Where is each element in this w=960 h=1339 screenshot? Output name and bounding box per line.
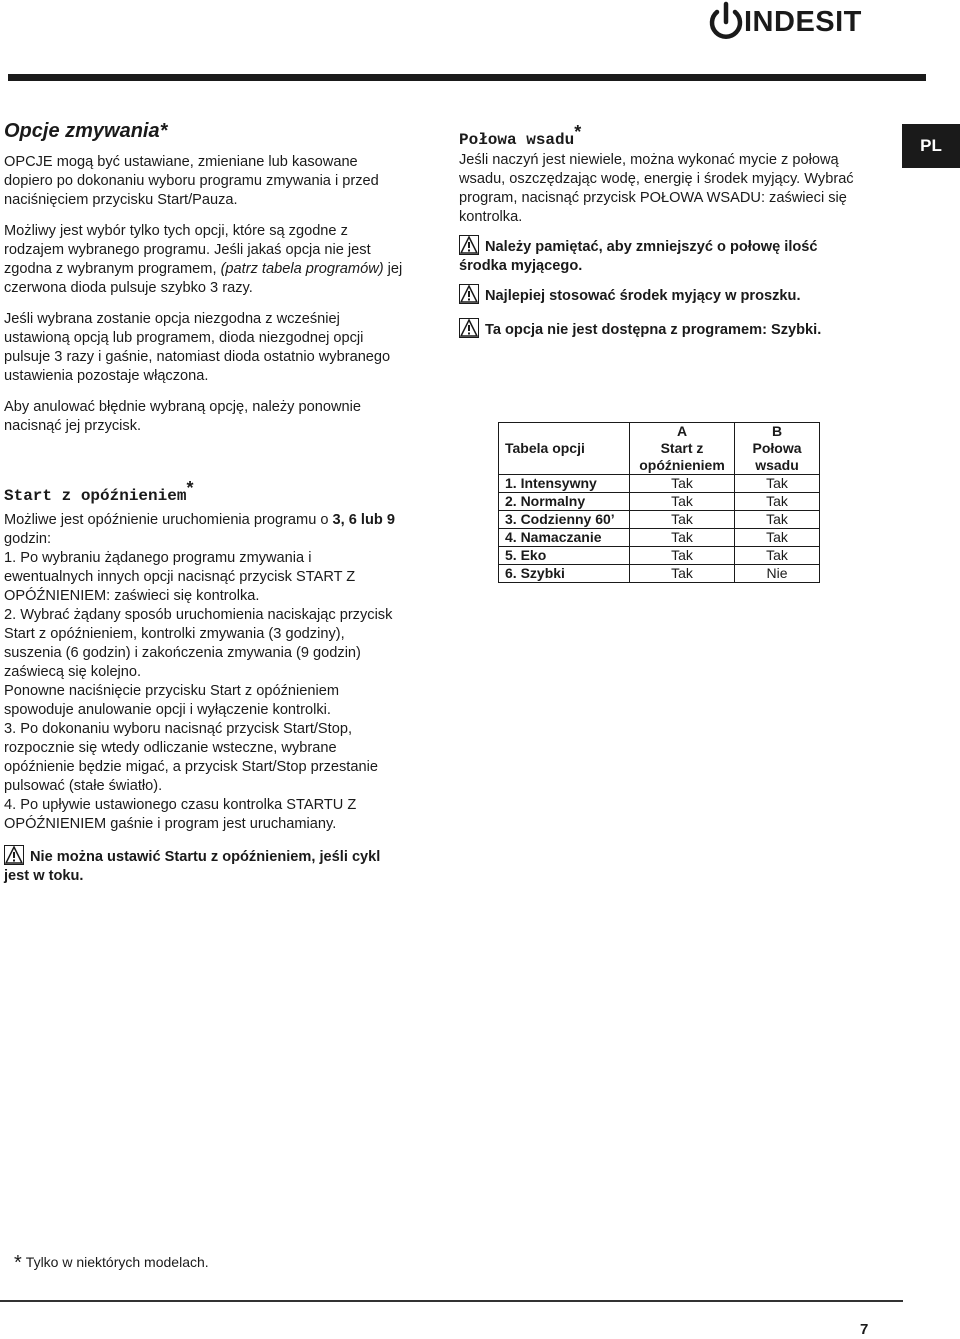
- warning-icon: [459, 284, 479, 304]
- logo-text: INDESIT: [744, 6, 862, 38]
- page-number: 7: [860, 1321, 869, 1338]
- delay-intro: [4, 511, 404, 549]
- warning-3-text: Ta opcja nie jest dostępna z programem: Szybki.: [485, 322, 822, 338]
- options-cancel: Aby anulować błędnie wybraną opcję, należy ponownie nacisnąć jej przycisk.: [4, 399, 361, 434]
- delay-title: [4, 478, 404, 505]
- options-intro: OPCJE mogą być ustawiane, zmieniane lub kasowane dopiero po dokonaniu wyboru programu zmywania i przed naciśnięciem przycisku Start/Pauza.: [4, 154, 379, 208]
- delay-warning: [4, 845, 404, 886]
- col-b-letter: B: [735, 423, 820, 441]
- row-b: Tak: [735, 493, 820, 511]
- delay-step-2: 2. Wybrać żądany sposób uruchomienia naciskając przycisk Start z opóźnieniem, kontrolki zmywania (3 godziny), suszenia (6 godzin) i zakończenia zmywania (9 godzin) zaświecą się kolejno.: [4, 607, 393, 680]
- options-conflict: Jeśli wybrana zostanie opcja niezgodna z wcześniej ustawioną opcją lub programem, dioda niezgodnej opcji pulsuje 3 razy i gaśnie, natomiast dioda ostatnio wybranego ustawienia pozostaje włączona.: [4, 311, 391, 384]
- half-load-title: [459, 122, 859, 149]
- half-load-warning-1: [459, 235, 859, 276]
- warning-icon: [4, 845, 24, 865]
- col-a-letter: A: [630, 423, 735, 441]
- table-row: [499, 565, 820, 583]
- row-a: Tak: [630, 565, 735, 583]
- half-load-warning-2: [459, 284, 859, 306]
- delay-intro-tail: godzin:: [4, 531, 52, 547]
- delay-step-3: 3. Po dokonaniu wyboru nacisnąć przycisk Start/Stop, rozpocznie się wtedy odliczanie wsteczne, wybrane opóźnienie będzie migać, a przycisk Start/Stop przestanie pulsować (stałe światło).: [4, 721, 378, 794]
- row-a: Tak: [630, 493, 735, 511]
- col-a-name: Start z opóźnieniem: [630, 440, 735, 475]
- footnote-text: Tylko w niektórych modelach.: [25, 1254, 209, 1270]
- footnote-star: *: [14, 1252, 22, 1274]
- delay-intro-text: Możliwe jest opóźnienie uruchomienia programu o: [4, 512, 333, 528]
- delay-title-star: *: [186, 478, 194, 498]
- row-name: 2. Normalny: [499, 493, 630, 511]
- delay-hours: 3, 6 lub 9: [332, 512, 395, 528]
- power-icon: [706, 0, 746, 44]
- half-load-text: Jeśli naczyń jest niewiele, można wykonać mycie z połową wsadu, oszczędzając wodę, energię i środek myjący. Wybrać program, nacisnąć przycisk POŁOWA WSADU: zaświeci się kontrolka.: [459, 152, 854, 225]
- half-load-title-text: Połowa wsadu: [459, 131, 575, 149]
- left-column: [4, 120, 404, 436]
- footer-rule: [0, 1300, 903, 1302]
- footnote: [14, 1252, 209, 1275]
- table-header-row: [499, 423, 820, 441]
- row-b: Tak: [735, 475, 820, 493]
- row-a: Tak: [630, 547, 735, 565]
- warning-2-text: Najlepiej stosować środek myjący w proszku.: [485, 288, 801, 304]
- table-label: Tabela opcji: [499, 423, 630, 475]
- row-name: 6. Szybki: [499, 565, 630, 583]
- half-load-warning-3: [459, 318, 859, 340]
- table-row: [499, 493, 820, 511]
- warning-icon: [459, 318, 479, 338]
- language-tab: PL: [902, 124, 960, 168]
- row-b: Tak: [735, 511, 820, 529]
- row-name: 5. Eko: [499, 547, 630, 565]
- compat-tail: jej czerwona dioda pulsuje szybko 3 razy.: [4, 261, 403, 296]
- compat-ref: (patrz tabela programów): [220, 261, 384, 277]
- row-name: 4. Namaczanie: [499, 529, 630, 547]
- warning-icon: [459, 235, 479, 255]
- delay-cancel: Ponowne naciśnięcie przycisku Start z opóźnieniem spowoduje anulowanie opcji i wyłączenie kontrolki.: [4, 683, 340, 718]
- table-row: [499, 547, 820, 565]
- compat-text: Możliwy jest wybór tylko tych opcji, które są zgodne z rodzajem wybranego programu. Jeśli jakaś opcja nie jest zgodna z wybranym programem,: [4, 223, 371, 277]
- col-b-name: Połowa wsadu: [735, 440, 820, 475]
- row-name: 1. Intensywny: [499, 475, 630, 493]
- row-name: 3. Codzienny 60’: [499, 511, 630, 529]
- options-compat: [4, 222, 404, 298]
- options-title: Opcje zmywania*: [4, 120, 168, 142]
- table-row: [499, 529, 820, 547]
- options-table: [498, 422, 820, 583]
- delay-title-text: Start z opóźnieniem: [4, 487, 187, 505]
- delay-section: [4, 478, 404, 834]
- delay-step-1: 1. Po wybraniu żądanego programu zmywania i ewentualnych innych opcji nacisnąć przycisk START Z OPÓŹNIENIEM: zaświeci się kontrolka.: [4, 550, 356, 604]
- row-b: Tak: [735, 547, 820, 565]
- delay-warning-text: Nie można ustawić Startu z opóźnieniem, jeśli cykl jest w toku.: [4, 849, 381, 884]
- row-a: Tak: [630, 475, 735, 493]
- half-load-section: [459, 122, 859, 340]
- row-a: Tak: [630, 511, 735, 529]
- row-b: Tak: [735, 529, 820, 547]
- table-row: [499, 475, 820, 493]
- half-load-star: *: [574, 122, 582, 142]
- header-rule: [8, 74, 926, 81]
- table-row: [499, 511, 820, 529]
- delay-step-4: 4. Po upływie ustawionego czasu kontrolka STARTU Z OPÓŹNIENIEM gaśnie i program jest uruchamiany.: [4, 797, 357, 832]
- warning-1-text: Należy pamiętać, aby zmniejszyć o połowę ilość środka myjącego.: [459, 239, 818, 274]
- row-a: Tak: [630, 529, 735, 547]
- indesit-logo: [706, 0, 876, 44]
- row-b: Nie: [735, 565, 820, 583]
